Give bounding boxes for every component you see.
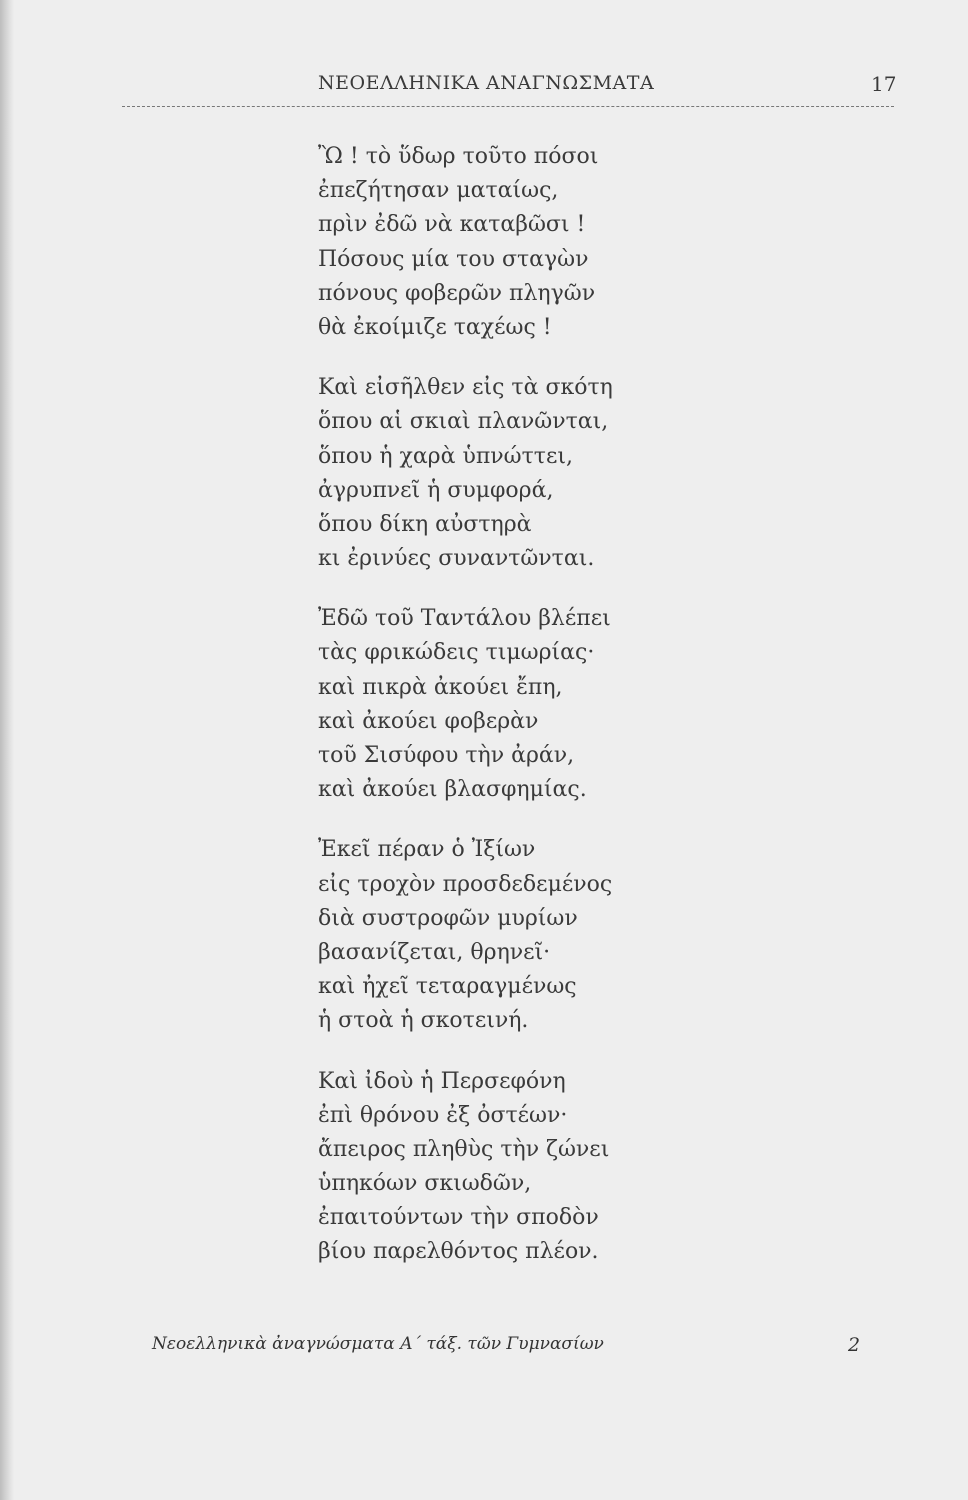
poem-line: ἐπαιτούντων τὴν σποδὸν [318,1205,599,1231]
poem-line: Καὶ εἰσῆλθεν εἰς τὰ σκότη [318,375,613,401]
stanza-2 [318,371,838,576]
poem-line: διὰ συστροφῶν μυρίων [318,905,578,931]
poem-line: Ἐκεῖ πέραν ὁ Ἰξίων [318,837,536,863]
poem-line: καὶ ἀκούει φοβερὰν [318,708,539,734]
poem-line: ἐπεζήτησαν ματαίως, [318,178,559,204]
stanza-4 [318,833,838,1038]
poem-line: ὅπου αἱ σκιαὶ πλανῶνται, [318,409,609,435]
poem-line: ὑπηκόων σκιωδῶν, [318,1171,532,1197]
poem-line: Ἐδῶ τοῦ Ταντάλου βλέπει [318,606,611,632]
poem-line: κι ἐρινύες συναντῶνται. [318,546,595,572]
poem-line: ἐπὶ θρόνου ἐξ ὀστέων· [318,1102,568,1128]
poem-line: εἰς τροχὸν προσδεδεμένος [318,871,613,897]
poem-line: καὶ ἀκούει βλασφημίας. [318,777,587,803]
poem-line: τὰς φρικώδεις τιμωρίας· [318,640,595,666]
running-title: ΝΕΟΕΛΛΗΝΙΚΑ ΑΝΑΓΝΩΣΜΑΤΑ [318,72,655,94]
poem-body [318,140,838,1296]
poem-line: ἀγρυπνεῖ ἡ συμφορά, [318,477,554,503]
stanza-1 [318,140,838,345]
poem-line: ὅπου δίκη αὐστηρὰ [318,511,532,537]
poem-line: πρὶν ἐδῶ νὰ καταβῶσι ! [318,212,586,238]
poem-line: πόνους φοβερῶν πληγῶν [318,280,596,306]
poem-line: καὶ πικρὰ ἀκούει ἔπη, [318,674,563,700]
poem-line: καὶ ἠχεῖ τεταραγμένως [318,974,577,1000]
header-divider [122,106,894,107]
poem-line: ἄπειρος πληθὺς τὴν ζώνει [318,1136,610,1162]
poem-line: Πόσους μία του σταγὼν [318,246,589,272]
book-signature: Νεοελληνικὰ ἀναγνώσματα Α΄ τάξ. τῶν Γυμνασίων [152,1334,604,1354]
stanza-3 [318,602,838,807]
poem-line: Καὶ ἰδοὺ ἡ Περσεφόνη [318,1068,566,1094]
poem-line: θὰ ἐκοίμιζε ταχέως ! [318,314,552,340]
page-gutter-shadow [0,0,14,1500]
poem-line: Ὢ ! τὸ ὕδωρ τοῦτο πόσοι [318,144,599,169]
poem-line: βίου παρελθόντος πλέον. [318,1239,599,1265]
poem-line: τοῦ Σισύφου τὴν ἀράν, [318,743,575,768]
sheet-number: 2 [848,1334,861,1356]
poem-line: ἡ στοὰ ἡ σκοτεινή. [318,1008,529,1034]
page-number: 17 [871,72,897,96]
poem-line: βασανίζεται, θρηνεῖ· [318,939,551,965]
poem-line: ὅπου ἡ χαρὰ ὑπνώττει, [318,443,573,469]
stanza-5 [318,1065,838,1270]
